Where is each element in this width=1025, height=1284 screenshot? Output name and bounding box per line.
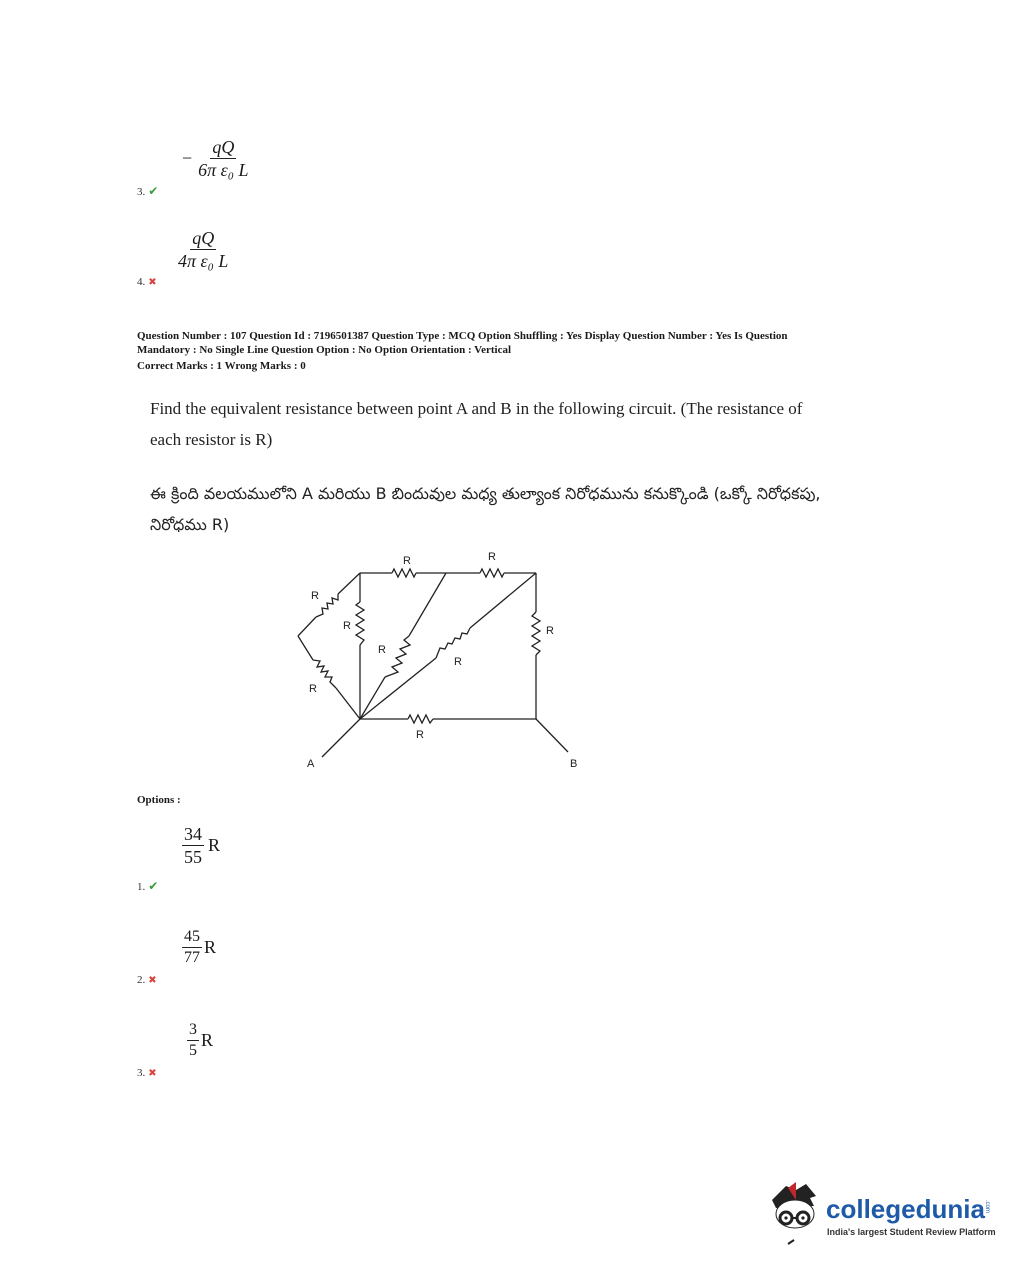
option-1-formula [182, 824, 220, 867]
cross-icon: ✖ [148, 1067, 157, 1079]
resistor-top-right [480, 569, 504, 577]
prev-option-4-marker [137, 276, 157, 288]
resistor-left-upper [316, 594, 338, 617]
option-1-marker[interactable] [137, 879, 158, 894]
resistor-right [532, 612, 540, 655]
meta-line-2: Mandatory : No Single Line Question Option : No Option Orientation : Vertical [137, 344, 512, 356]
option-3-formula [187, 1021, 213, 1060]
numerator: qQ [212, 137, 235, 157]
cross-icon: ✖ [148, 974, 157, 986]
minus-sign: − [182, 148, 193, 168]
brand-logo[interactable] [766, 1178, 996, 1248]
label-point-b: B [570, 758, 578, 770]
option-number: 3. [137, 1067, 146, 1079]
meta-line-1: Question Number : 107 Question Id : 7196501387 Question Type : MCQ Option Shuffling : Yes Display Question Number : Yes Is Question [137, 330, 788, 342]
brand-name: collegedunia [826, 1194, 985, 1224]
label-r-left-upper: R [311, 590, 319, 602]
option-number: 1. [137, 880, 146, 893]
prev-option-3-marker [137, 184, 158, 199]
prev-option-3-formula [182, 137, 251, 180]
resistor-bottom [408, 715, 433, 723]
suffix: R [204, 937, 217, 957]
option-3-marker[interactable] [137, 1067, 157, 1079]
check-icon: ✔ [148, 879, 159, 893]
suffix: R [201, 1030, 214, 1050]
resistor-middle-vertical [356, 602, 364, 645]
resistor-diagonal-1 [385, 636, 410, 677]
option-number: 4. [137, 276, 146, 288]
numerator: qQ [192, 228, 215, 248]
option-number: 2. [137, 974, 146, 986]
options-label: Options : [137, 794, 181, 806]
brand-tagline: India's largest Student Review Platform [827, 1227, 996, 1237]
question-meta [137, 329, 897, 373]
label-point-a: A [307, 758, 315, 770]
brand-domain-suffix: .com [984, 1200, 990, 1214]
label-r-diagonal-1: R [378, 644, 386, 656]
option-2-formula [182, 928, 216, 967]
suffix: R [208, 835, 221, 855]
option-2-marker[interactable] [137, 974, 157, 986]
denominator: 77 [184, 949, 200, 966]
check-icon: ✔ [148, 184, 159, 198]
numerator: 34 [184, 824, 202, 844]
prev-option-4-formula [176, 228, 230, 271]
question-text-english: Find the equivalent resistance between point A and B in the following circuit. (The resistance of each resistor is R) [150, 399, 803, 449]
label-r-top-right: R [488, 551, 496, 563]
question-text-telugu: ఈ క్రింది వలయములోని A మరియు B బిందువుల మధ్య తుల్యాంక నిరోధమును కనుక్కొండి (ఒక్కో నిరోధకపు, నిరోధము R) [150, 484, 821, 534]
denominator: 4π ε₀ L [178, 251, 229, 271]
resistor-diagonal-2 [436, 628, 470, 658]
label-r-diagonal-2: R [454, 656, 462, 668]
resistor-top-left [392, 569, 416, 577]
denominator: 55 [184, 847, 202, 867]
label-r-right: R [546, 625, 554, 637]
label-r-top-left: R [403, 555, 411, 567]
circuit-diagram [290, 545, 600, 775]
cross-icon: ✖ [148, 276, 157, 288]
label-r-bottom: R [416, 729, 424, 741]
student-mascot-icon [766, 1178, 824, 1246]
option-number: 3. [137, 185, 146, 198]
meta-line-3: Correct Marks : 1 Wrong Marks : 0 [137, 360, 306, 372]
label-r-middle: R [343, 620, 351, 632]
label-r-left-lower: R [309, 683, 317, 695]
denominator: 6π ε₀ L [198, 160, 249, 180]
denominator: 5 [189, 1042, 197, 1059]
numerator: 3 [187, 1021, 199, 1041]
numerator: 45 [182, 928, 202, 948]
